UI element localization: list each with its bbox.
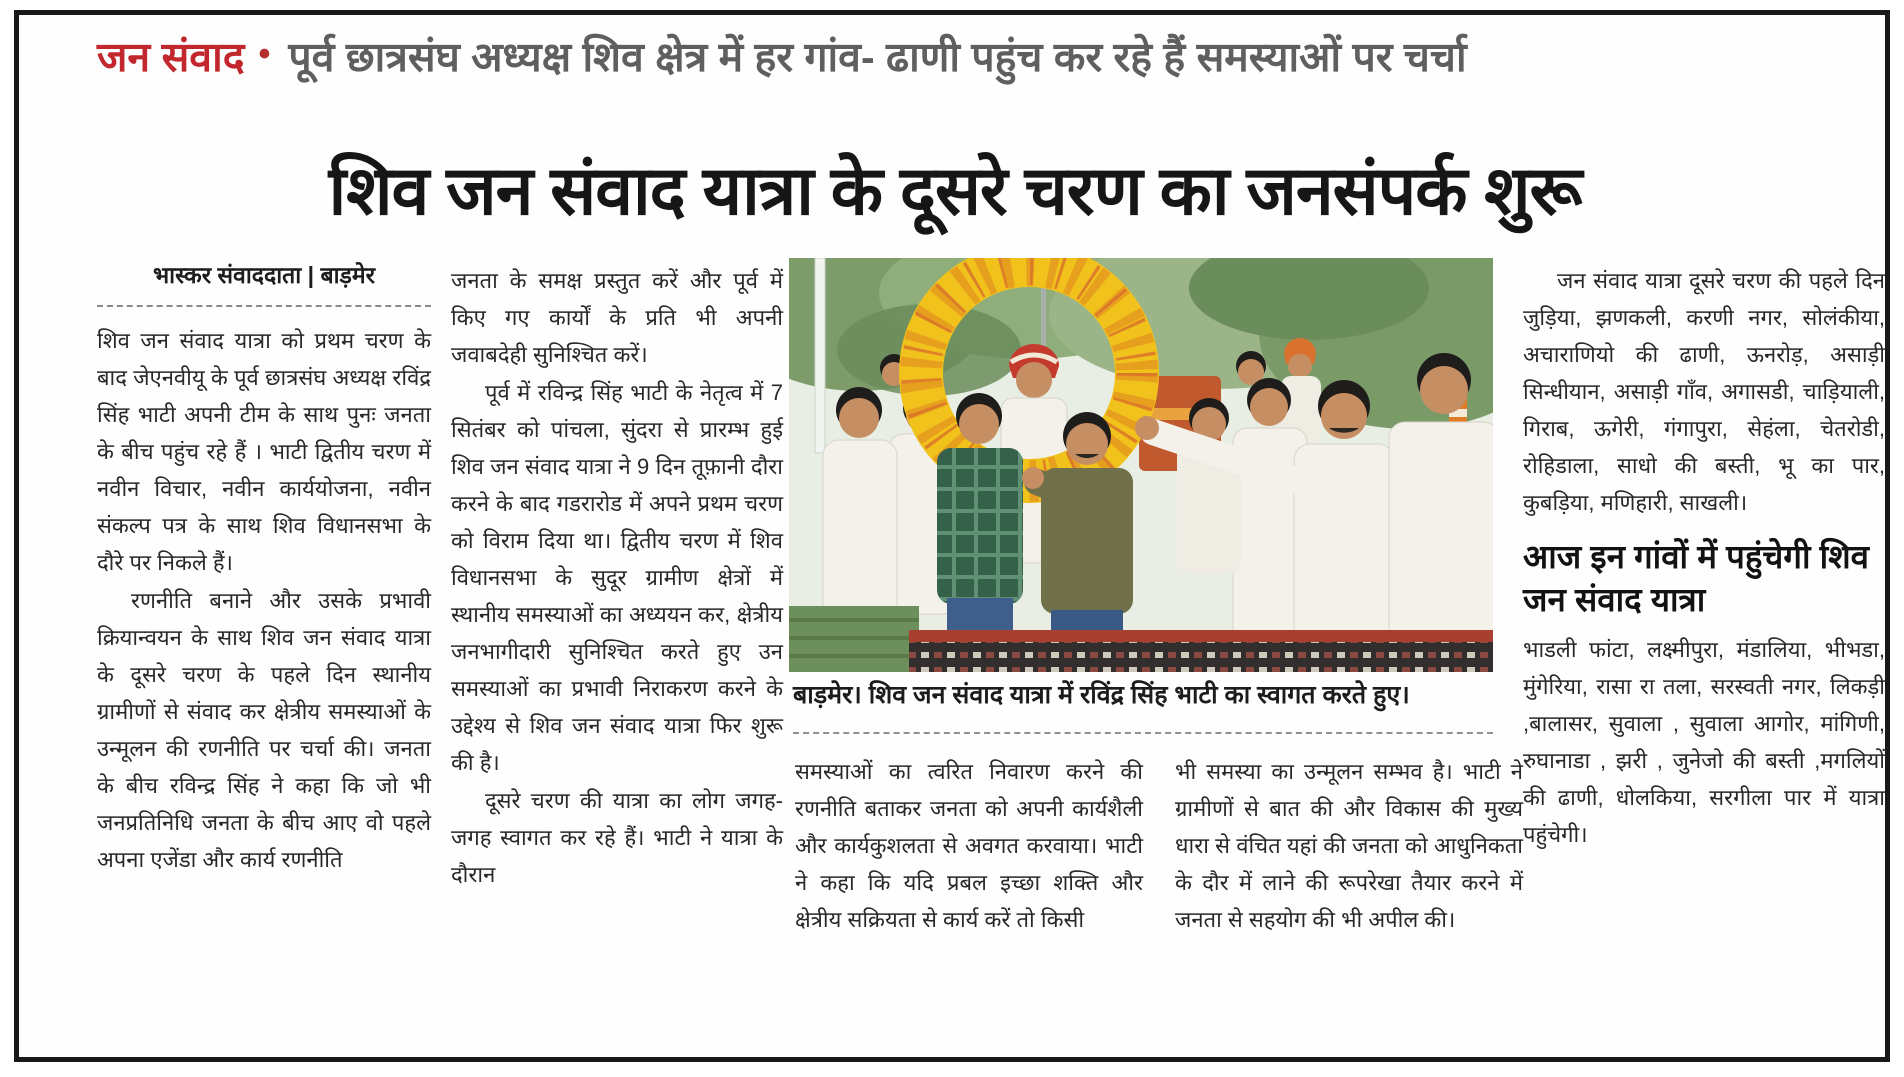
kicker-label: जन संवाद <box>97 34 245 80</box>
villages-today: भाडली फांटा, लक्ष्मीपुरा, मंडालिया, भीभडा, मुंगेरिया, रासा रा तला, सरस्वती नगर, लिकड़ी ,बालासर, सुवाला , सुवाला आगोर, मांगिणी, रुघानाडा , झरी , जुनेजो की बस्ती ,मगलियों की ढाणी, धोलकिया, सरगीला पार में यात्रा पहुंचेगी। <box>1523 637 1885 847</box>
section-subhead: आज इन गांवों में पहुंचेगी शिव जन संवाद यात्रा <box>1523 538 1870 618</box>
article-photo-illustration <box>789 258 1493 672</box>
bullet-icon: • <box>258 35 271 73</box>
photo-caption: बाड़मेर। शिव जन संवाद यात्रा में रविंद्र सिंह भाटी का स्वागत करते हुए। <box>793 681 1410 709</box>
article-photo <box>789 258 1493 672</box>
article-column-2 <box>451 262 783 893</box>
article-column-3 <box>795 753 1143 938</box>
paragraph: समस्याओं का त्वरित निवारण करने की रणनीति बताकर जनता को अपनी कार्यशैली और कार्यकुशलता से अवगत करवाया। भाटी ने कहा कि यदि प्रबल इच्छा शक्ति और क्षेत्रीय सक्रियता से कार्य करें तो किसी <box>795 759 1143 932</box>
strap-text: पूर्व छात्रसंघ अध्यक्ष शिव क्षेत्र में हर गांव- ढाणी पहुंच कर रहे हैं समस्याओं पर चर्चा <box>288 34 1467 80</box>
villages-first-day: जन संवाद यात्रा दूसरे चरण की पहले दिन जुड़िया, झणकली, करणी नगर, सोलंकीया, अचाराणियो की ढाणी, ऊनरोड़, असाड़ी सिन्धीयान, असाड़ी गाँव, अगासडी, चाड़ियाली, गिराब, ऊगेरी, गंगापुरा, सेहंला, चेतरोडी, रोहिडाला, साधो की बस्ती, भू का पार, कुबड़िया, मणिहारी, साखली। <box>1523 268 1885 515</box>
paragraph: जनता के समक्ष प्रस्तुत करें और पूर्व में किए गए कार्यों के प्रति भी अपनी जवाबदेही सुनिश्चित करें। <box>451 268 783 367</box>
paragraph: भी समस्या का उन्मूलन सम्भव है। भाटी ने ग्रामीणों से बात की और विकास की मुख्य धारा से वंचित यहां की जनता को आधुनिकता के दौर में लाने की रूपरेखा तैयार करने में जनता से सहयोग की भी अपील की। <box>1175 759 1523 932</box>
caption-divider <box>793 732 1493 734</box>
article-column-4 <box>1175 753 1523 938</box>
paragraph: पूर्व में रविन्द्र सिंह भाटी के नेतृत्व में 7 सितंबर को पांचला, सुंदरा से प्रारम्भ हुई शिव जन संवाद यात्रा ने 9 दिन तूफ़ानी दौरा करने के बाद गडरारोड में अपने प्रथम चरण को विराम दिया था। द्वितीय चरण में शिव विधानसभा के सुदूर ग्रामीण क्षेत्रों में स्थानीय समस्याओं का अध्ययन कर, क्षेत्रीय जनभागीदारी सुनिश्चित करते हुए उन समस्याओं का प्रभावी निराकरण करने के उद्देश्य से शिव जन संवाद यात्रा फिर शुरू की है। <box>451 380 783 775</box>
kicker-strap <box>97 25 1857 86</box>
article-column-5 <box>1523 262 1885 853</box>
byline: भास्कर संवाददाता | बाड़मेर <box>97 257 431 307</box>
paragraph: शिव जन संवाद यात्रा को प्रथम चरण के बाद जेएनवीयू के पूर्व छात्रसंघ अध्यक्ष रविंद्र सिंह भाटी अपनी टीम के साथ पुनः जनता के बीच पहुंच रहे हैं । भाटी द्वितीय चरण में नवीन विचार, नवीन कार्ययोजना, नवीन संकल्प पत्र के साथ शिव विधानसभा के दौरे पर निकले हैं। <box>97 328 431 575</box>
paragraph: दूसरे चरण की यात्रा का लोग जगह-जगह स्वागत कर रहे हैं। भाटी ने यात्रा के दौरान <box>451 788 783 887</box>
article-column-1 <box>97 257 431 878</box>
page-border-frame <box>14 10 1890 1062</box>
page-title: शिव जन संवाद यात्रा के दूसरे चरण का जनसंपर्क शुरू <box>328 152 1582 229</box>
paragraph: रणनीति बनाने और उसके प्रभावी क्रियान्वयन के साथ शिव जन संवाद यात्रा के दूसरे चरण के पहले दिन स्थानीय ग्रामीणों से संवाद कर क्षेत्रीय समस्याओं के उन्मूलन की रणनीति पर चर्चा की। जनता के बीच रविन्द्र सिंह ने कहा कि जो भी जनप्रतिनिधि जनता के बीच आए वो पहले अपना एजेंडा और कार्य रणनीति <box>97 588 431 872</box>
